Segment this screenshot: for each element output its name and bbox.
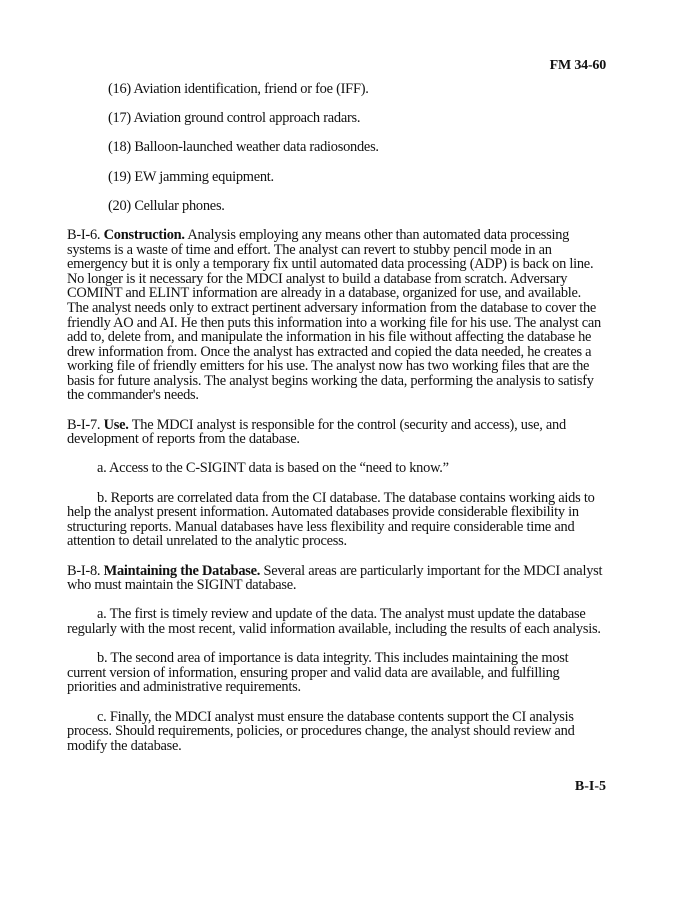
list-item: (16) Aviation identification, friend or foe (IFF). <box>108 81 369 97</box>
subparagraph-a: a. Access to the C-SIGINT data is based on the “need to know.” <box>97 460 449 477</box>
page-body <box>67 82 603 768</box>
section-text: Analysis employing any means other than automated data processing systems is a waste of time and effort. The analyst can revert to stubby pencil mode in an emergency but it is only a temporary fix until automated data processing (ADP) is back on line. No longer is it necessary for the MDCI analyst to build a database from scratch. Adversary COMINT and ELINT information are already in a database, organized for use, and available. The analyst needs only to extract pertinent adversary information from the database to cover the friendly AO and AI. He then puts this information into a working file for his use. The analyst can add to, delete from, and manipulate the information in his file without affecting the database he drew information from. Once the analyst has extracted and copied the data needed, he creates a working file of friendly emitters for his use. The analyst now has two working files that are the basis for future analysis. The analyst begins working the data, performing the analysis to satisfy the commander's needs. <box>67 226 601 404</box>
subparagraph-c: c. Finally, the MDCI analyst must ensure the database contents support the CI analysis process. Should requirements, policies, or procedures change, the analyst should review and modify the database. <box>67 708 575 754</box>
section-title: Maintaining the Database. <box>103 562 261 579</box>
list-item: (19) EW jamming equipment. <box>108 168 274 185</box>
subparagraph-b: b. Reports are correlated data from the CI database. The database contains working aids to help the analyst present information. Automated databases provide considerable flexibility in structuring reports. Manual databases have less flexibility and require considerable time and attention to detail unrelated to the analytic process. <box>67 489 595 550</box>
section-number: B-I-6. <box>67 226 101 243</box>
subparagraph-b: b. The second area of importance is data integrity. This includes maintaining the most current version of information, ensuring proper and valid data are available, and fulfilling priorities and administrative requirements. <box>67 650 569 696</box>
section-maintaining-database <box>67 564 603 593</box>
section-text: Several areas are particularly important for the MDCI analyst who must maintain the SIGINT database. <box>67 562 603 594</box>
section-number: B-I-8. <box>67 562 101 579</box>
list-item: (17) Aviation ground control approach radars. <box>108 110 361 127</box>
section-title: Use. <box>103 416 129 433</box>
section-construction <box>67 228 603 403</box>
list-item: (20) Cellular phones. <box>108 197 225 214</box>
section-title: Construction. <box>103 226 185 243</box>
section-number: B-I-7. <box>67 416 101 433</box>
document-reference: FM 34-60 <box>549 58 606 73</box>
list-item: (18) Balloon-launched weather data radiosondes. <box>108 139 379 156</box>
page-number: B-I-5 <box>574 779 606 794</box>
section-use <box>67 418 603 447</box>
subparagraph-a: a. The first is timely review and update of the data. The analyst must update the database regularly with the most recent, valid information available, including the results of each analysis. <box>67 606 601 637</box>
section-text: The MDCI analyst is responsible for the control (security and access), use, and development of reports from the database. <box>67 416 566 448</box>
